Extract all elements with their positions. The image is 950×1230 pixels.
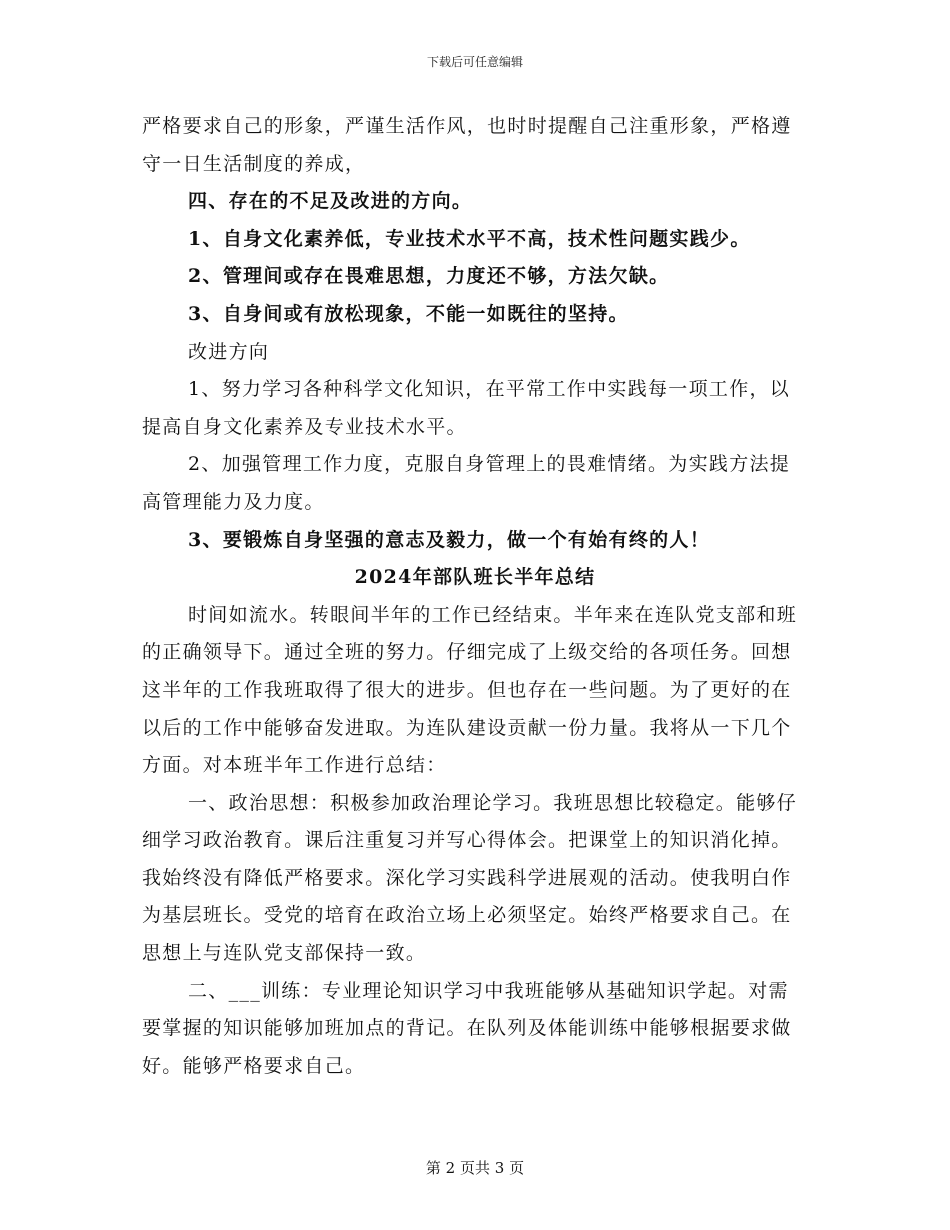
list-item: 3、自身间或有放松现象，不能一如既往的坚持。 <box>188 302 629 325</box>
page-header: 下载后可任意编辑 <box>426 55 523 69</box>
list-item: 1、努力学习各种科学文化知识，在平常工作中实践每一项工作，以提高自身文化素养及专业技术水平。 <box>142 378 791 438</box>
paragraph: 严格要求自己的形象，严谨生活作风，也时时提醒自己注重形象，严格遵守一日生活制度的养成， <box>142 115 792 175</box>
list-item: 1、自身文化素养低，专业技术水平不高，技术性问题实践少。 <box>188 227 751 250</box>
list-item: 2、管理间或存在畏难思想，力度还不够，方法欠缺。 <box>188 265 670 288</box>
paragraph: 一、政治思想：积极参加政治理论学习。我班思想比较稳定。能够仔细学习政治教育。课后注重复习并写心得体会。把课堂上的知识消化掉。我始终没有降低严格要求。深化学习实践科学进展观的活动。使我明白作为基层班长。受党的培育在政治立场上必须坚定。始终严格要求自己。在思想上与连队党支部保持一致。 <box>142 791 798 965</box>
list-item: 2、加强管理工作力度，克服自身管理上的畏难情绪。为实践方法提高管理能力及力度。 <box>142 453 791 513</box>
paragraph: 二、___训练：专业理论知识学习中我班能够从基础知识学起。对需要掌握的知识能够加班加点的背记。在队列及体能训练中能够根据要求做好。能够严格要求自己。 <box>142 979 792 1077</box>
list-item: 3、要锻炼自身坚强的意志及毅力，做一个有始有终的人！ <box>188 528 711 551</box>
document-body <box>142 108 808 1085</box>
subheading: 改进方向 <box>188 340 270 363</box>
section-heading: 四、存在的不足及改进的方向。 <box>188 190 473 213</box>
document-title: 2024年部队班长半年总结 <box>354 566 596 589</box>
page-footer: 第 2 页共 3 页 <box>425 1159 525 1177</box>
paragraph: 时间如流水。转眼间半年的工作已经结束。半年来在连队党支部和班的正确领导下。通过全班的努力。仔细完成了上级交给的各项任务。回想这半年的工作我班取得了很大的进步。但也存在一些问题。为了更好的在以后的工作中能够奋发进取。为连队建设贡献一份力量。我将从一下几个方面。对本班半年工作进行总结： <box>142 603 798 777</box>
